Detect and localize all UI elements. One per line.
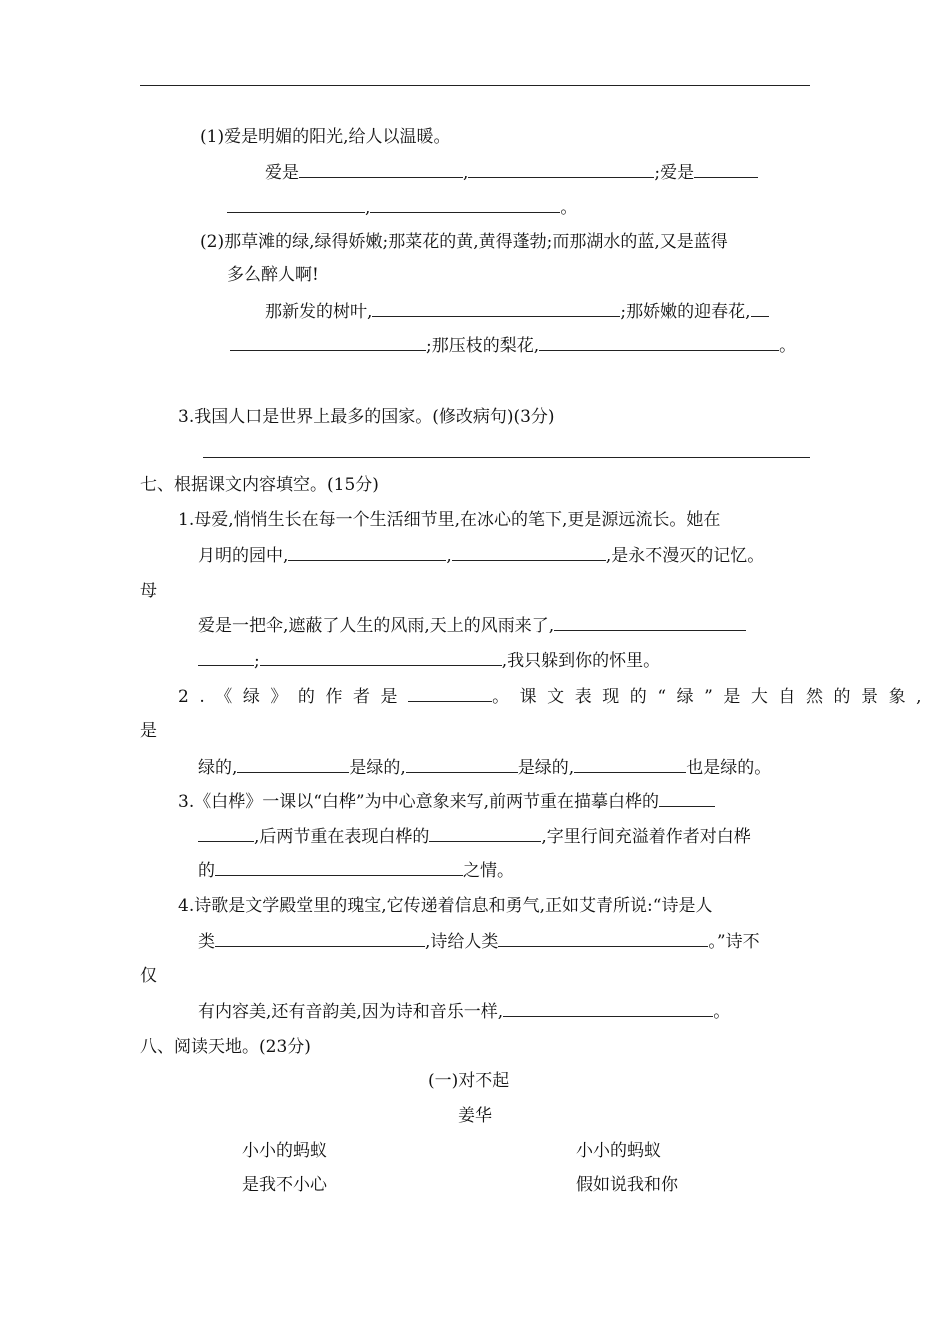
blank[interactable] [370,196,560,213]
blank[interactable] [694,161,758,178]
blank[interactable] [539,334,779,351]
blank[interactable] [468,161,654,178]
s7-q4-line3: 仅 [140,966,157,986]
blank[interactable] [288,544,446,561]
s7-q2-line1: 2.《绿》的作者是 。课文表现的“绿”是大自然的景象, [178,687,933,707]
poem-right-line-1: 小小的蚂蚁 [576,1141,661,1161]
blank[interactable] [659,790,715,807]
s7-q2-line3: 绿的, 是绿的, 是绿的, 也是绿的。 [198,758,772,778]
q3-prompt: 3.我国人口是世界上最多的国家。(修改病句)(3分) [178,407,555,427]
blank[interactable] [198,649,254,666]
s7-q3-line1: 3.《白桦》一课以“白桦”为中心意象来写,前两节重在描摹白桦的 [178,790,715,812]
blank[interactable] [230,334,426,351]
blank[interactable] [260,649,502,666]
s7-q4-line2: 类 ,诗给人类 。”诗不 [198,932,760,952]
blank[interactable] [406,756,518,773]
blank[interactable] [215,859,463,876]
answer-line[interactable] [203,457,810,458]
blank[interactable] [227,196,365,213]
poem-title: (一)对不起 [428,1071,510,1091]
s7-q3-line3: 的 之情。 [198,861,514,881]
poem-right-line-2: 假如说我和你 [576,1175,678,1195]
blank[interactable] [574,756,686,773]
top-rule [140,85,810,86]
blank[interactable] [751,300,769,317]
s7-q4-line1: 4.诗歌是文学殿堂里的瑰宝,它传递着信息和勇气,正如艾青所说:“诗是人 [178,896,713,916]
blank[interactable] [215,930,425,947]
q2-item2-prompt-cont: 多么醉人啊! [227,265,319,285]
section8-heading: 八、阅读天地。(23分) [140,1037,311,1057]
poem-left-line-2: 是我不小心 [242,1175,327,1195]
s7-q1-line4: 爱是一把伞,遮蔽了人生的风雨,天上的风雨来了, [198,614,746,636]
s7-q1-line3: 母 [140,581,157,601]
blank[interactable] [452,544,606,561]
q2-item2-prompt: (2)那草滩的绿,绿得娇嫩;那菜花的黄,黄得蓬勃;而那湖水的蓝,又是蓝得 [200,232,728,252]
blank[interactable] [498,930,708,947]
blank[interactable] [299,161,463,178]
poem-author: 姜华 [458,1106,492,1126]
blank[interactable] [429,825,541,842]
blank[interactable] [372,300,620,317]
s7-q1-line5: ; ,我只躲到你的怀里。 [198,649,660,671]
q2-item1-prompt: (1)爱是明媚的阳光,给人以温暖。 [200,127,451,147]
q2-item1-line2: , 。 [227,196,577,218]
s7-q3-line2: ,后两节重在表现白桦的 ,字里行间充溢着作者对白桦 [198,825,751,847]
s7-q1-line2: 月明的园中, , ,是永不漫灭的记忆。 [198,546,765,566]
s7-q2-line2: 是 [140,721,157,741]
blank[interactable] [237,756,349,773]
blank[interactable] [198,825,254,842]
blank[interactable] [408,685,492,702]
blank[interactable] [503,1000,713,1017]
blank[interactable] [554,614,746,631]
section7-heading: 七、根据课文内容填空。(15分) [140,475,379,495]
poem-left-line-1: 小小的蚂蚁 [242,1141,327,1161]
q2-item1-line1: 爱是 , ;爱是 [265,161,758,183]
q2-item2-line1: 那新发的树叶, ;那娇嫩的迎春花, [265,300,769,322]
q2-item2-line2: ;那压枝的梨花, 。 [230,334,796,356]
s7-q1-line1: 1.母爱,悄悄生长在每一个生活细节里,在冰心的笔下,更是源远流长。她在 [178,510,721,530]
s7-q4-line4: 有内容美,还有音韵美,因为诗和音乐一样, 。 [198,1002,731,1022]
